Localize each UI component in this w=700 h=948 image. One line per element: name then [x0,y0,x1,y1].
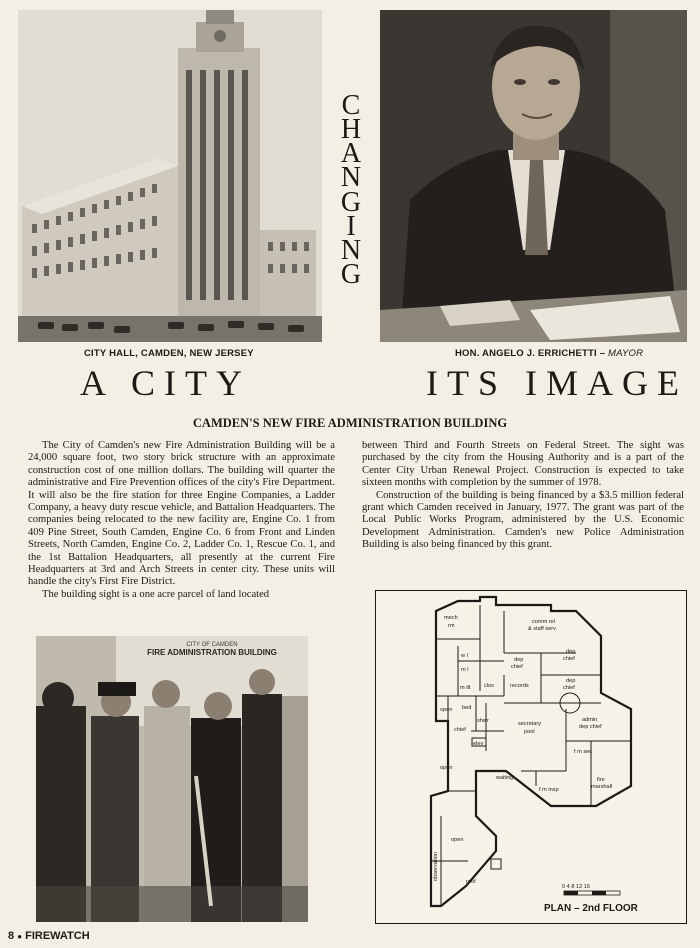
room-label: chief [563,656,575,662]
sign-line-2: FIRE ADMINISTRATION BUILDING [147,648,277,657]
room-label: chief [511,664,523,670]
article-paragraph: between Third and Fourth Streets on Federal Street. The sight was purchased by the city from the Housing Authority and is a part of the Center City Urban Renewal Project. Construction is expected to take sixteen months with completion by the summer of 1978. [362,440,684,489]
floor-plan-box [375,590,687,924]
room-label: open [451,837,464,843]
groundbreaking-photo [36,636,308,922]
city-hall-caption: CITY HALL, CAMDEN, NEW JERSEY [84,348,254,359]
room-label: dep [514,657,524,663]
city-hall-photo [18,10,322,342]
room-label: f m insp [539,787,559,793]
article-paragraph: Construction of the building is being financed by a $3.5 million federal grant which Camden received in January, 1977. The grant was part of the Local Public Works Program, administered by the U.S. Economic Development Administration. Camden's new Police Administration Building is also being financed by this grant. [362,489,684,551]
room-label: comm rel [532,619,555,625]
room-label: chief [563,685,575,691]
room-label: dep [566,649,576,655]
room-label: secretary [518,721,542,727]
vertical-letter: C [341,90,361,121]
room-label: mech [444,615,458,621]
scale-numbers: 0 4 8 12 16 [562,884,590,890]
room-label: dep chief [579,724,602,730]
room-label: & staff serv [528,626,556,632]
floor-plan-drawing [376,591,686,923]
room-label: w l [461,653,468,659]
room-label: open [440,765,453,771]
mayor-portrait-illustration [380,10,687,342]
scale-bar [562,884,620,895]
room-label: waiting [496,775,514,781]
groundbreaking-illustration [36,636,308,922]
room-label: admin [582,717,598,723]
article-paragraph: The building sight is a one acre parcel of land located [42,588,270,600]
article-column-left [28,440,335,601]
room-label: shwr [477,718,489,724]
room-label: open [440,707,453,713]
room-label: m tlt [460,685,471,691]
vertical-letter: N [340,162,362,193]
page-number: 8 [8,930,15,942]
footer-bullet: ● [17,932,23,941]
room-label: records [510,683,529,689]
room-label: elev [473,741,484,747]
room-label: f m sec [574,749,593,755]
mayor-caption-name: HON. ANGELO J. ERRICHETTI – [455,348,606,359]
article-headline: CAMDEN'S NEW FIRE ADMINISTRATION BUILDING [192,416,508,430]
room-label: m l [461,667,469,673]
article-paragraph: The City of Camden's new Fire Administration Building will be a 24,000 square foot, two story brick structure with an approximate construction cost of one million dollars. The building will quarter the administrative and Fire Prevention offices of the city's Fire Department. It will also be the fire station for three Engine Companies, a Ladder Company, a heavy duty rescue vehicle, and Battalion Headquarters. The companies being relocated to the new facility are, Engine Co. 1 from 409 Pine Street, South Camden, Engine Co. 6 from Front and Linden Streets, North Camden, Engine Co. 2, Ladder Co. 1, Rescue Co. 1, and the 1st Battalion Headquarters, all presently at the current Fire Headquarters at 3rd and Arch Streets in center city. These units will handle the city's First Fire District. [28,440,335,588]
title-left: A CITY [80,363,251,403]
room-label: chief [454,727,466,733]
vertical-letter: G [340,187,362,218]
vertical-letter: G [340,259,362,290]
sign-line-1: CITY OF CAMDEN [186,642,238,648]
room-label: dep [566,678,576,684]
mayor-caption [455,348,643,359]
mayor-photo [380,10,687,342]
room-label: clos [484,683,494,689]
room-label: rm [448,623,455,629]
room-label: observation [433,852,439,881]
city-hall-illustration [18,10,322,342]
mayor-caption-title: MAYOR [608,348,644,359]
vertical-letter: N [340,235,362,266]
page-footer [8,930,90,942]
room-label: bed [462,705,472,711]
groundbreaking-sign [116,642,308,657]
room-label: roof [466,879,476,885]
floor-plan-caption: PLAN – 2nd FLOOR [544,903,638,914]
room-label: marshall [591,784,613,790]
magazine-name: FIREWATCH [25,930,90,942]
vertical-letter: H [340,114,362,145]
room-label: pool [524,729,535,735]
title-right: ITS IMAGE [426,363,688,403]
room-label: fire [597,777,605,783]
vertical-letter: A [340,138,362,169]
article-column-right [362,440,684,552]
vertical-letter: I [346,211,356,242]
